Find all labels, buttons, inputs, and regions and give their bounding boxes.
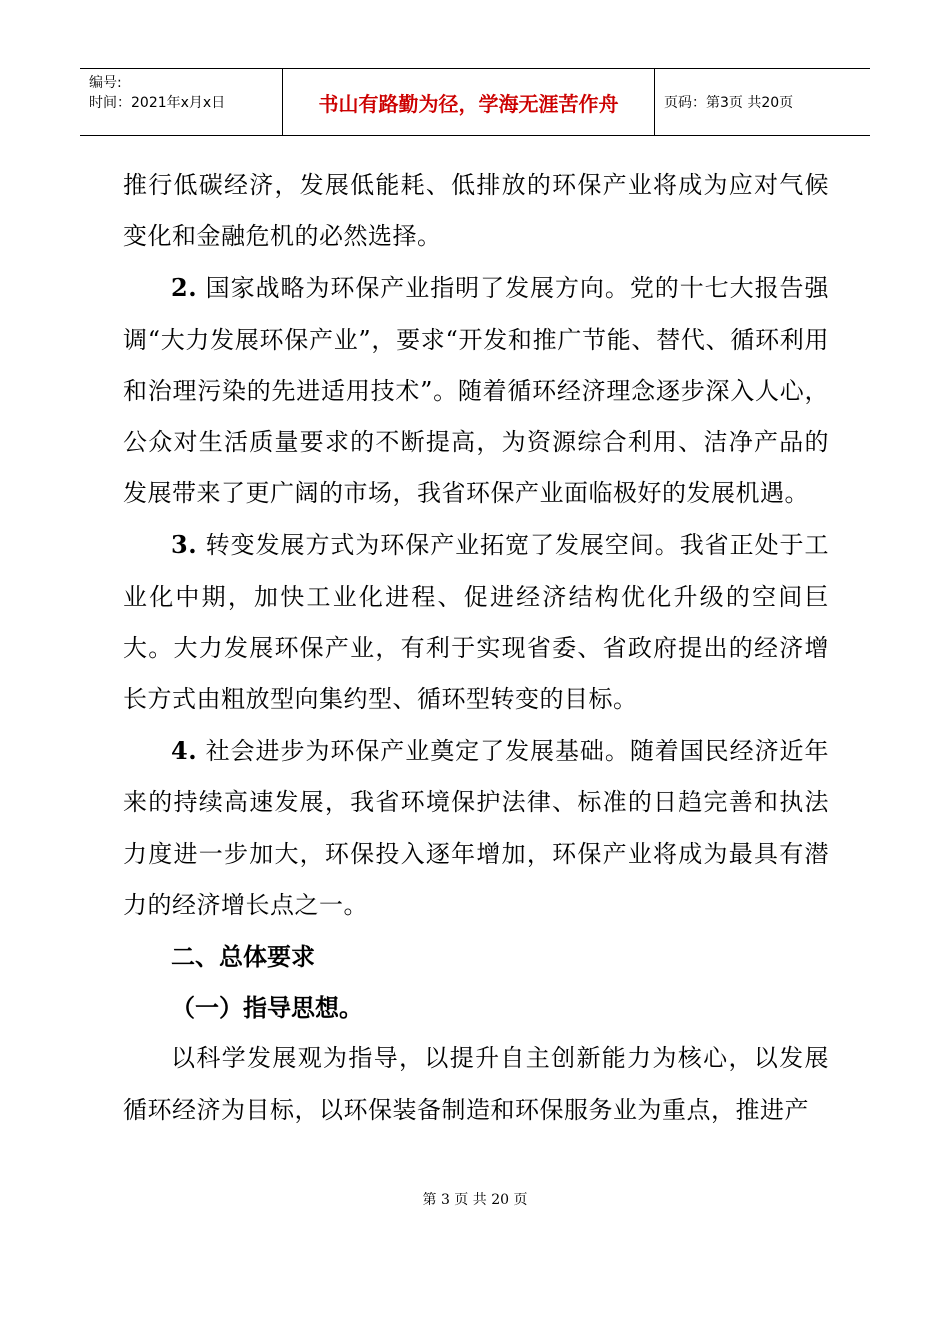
paragraph-2-text: 国家战略为环保产业指明了发展方向。党的十七大报告强调“大力发展环保产业”，要求“开发和推广节能、替代、循环利用和治理污染的先进适用技术”。随着循环经济理念逐步深入人心，公众对生活质量要求的不断提高，为资源综合利用、洁净产品的发展带来了更广阔的市场，我省环保产业面临极好的发展机遇。 (123, 274, 829, 508)
header-motto: 书山有路勤为径，学海无涯苦作舟 (283, 69, 655, 135)
paragraph-3 (123, 519, 829, 725)
number-label: 编号: (89, 75, 122, 91)
paragraph-2-number: 2. (171, 273, 198, 303)
header-meta (80, 69, 283, 135)
header-page-code: 页码：第3页 共20页 (664, 95, 794, 111)
page-header (80, 68, 870, 136)
document-body (123, 160, 829, 1136)
subsection-heading: （一）指导思想。 (171, 993, 363, 1023)
paragraph-2 (123, 262, 829, 519)
paragraph-4 (123, 725, 829, 931)
paragraph-3-number: 3. (171, 530, 198, 560)
page-footer: 第 3 页 共 20 页 (422, 1192, 528, 1208)
paragraph-5: 以科学发展观为指导，以提升自主创新能力为核心，以发展循环经济为目标，以环保装备制造和环保服务业为重点，推进产 (123, 1044, 829, 1124)
time-label: 时间：2021年x月x日 (89, 95, 226, 111)
paragraph-4-number: 4. (171, 736, 198, 766)
paragraph-1: 推行低碳经济，发展低能耗、低排放的环保产业将成为应对气候变化和金融危机的必然选择。 (123, 171, 829, 251)
paragraph-3-text: 转变发展方式为环保产业拓宽了发展空间。我省正处于工业化中期，加快工业化进程、促进经济结构优化升级的空间巨大。大力发展环保产业，有利于实现省委、省政府提出的经济增长方式由粗放型向集约型、循环型转变的目标。 (123, 531, 829, 714)
section-heading: 二、总体要求 (171, 942, 315, 972)
paragraph-4-text: 社会进步为环保产业奠定了发展基础。随着国民经济近年来的持续高速发展，我省环境保护法律、标准的日趋完善和执法力度进一步加大，环保投入逐年增加，环保产业将成为最具有潜力的经济增长点之一。 (123, 737, 829, 919)
